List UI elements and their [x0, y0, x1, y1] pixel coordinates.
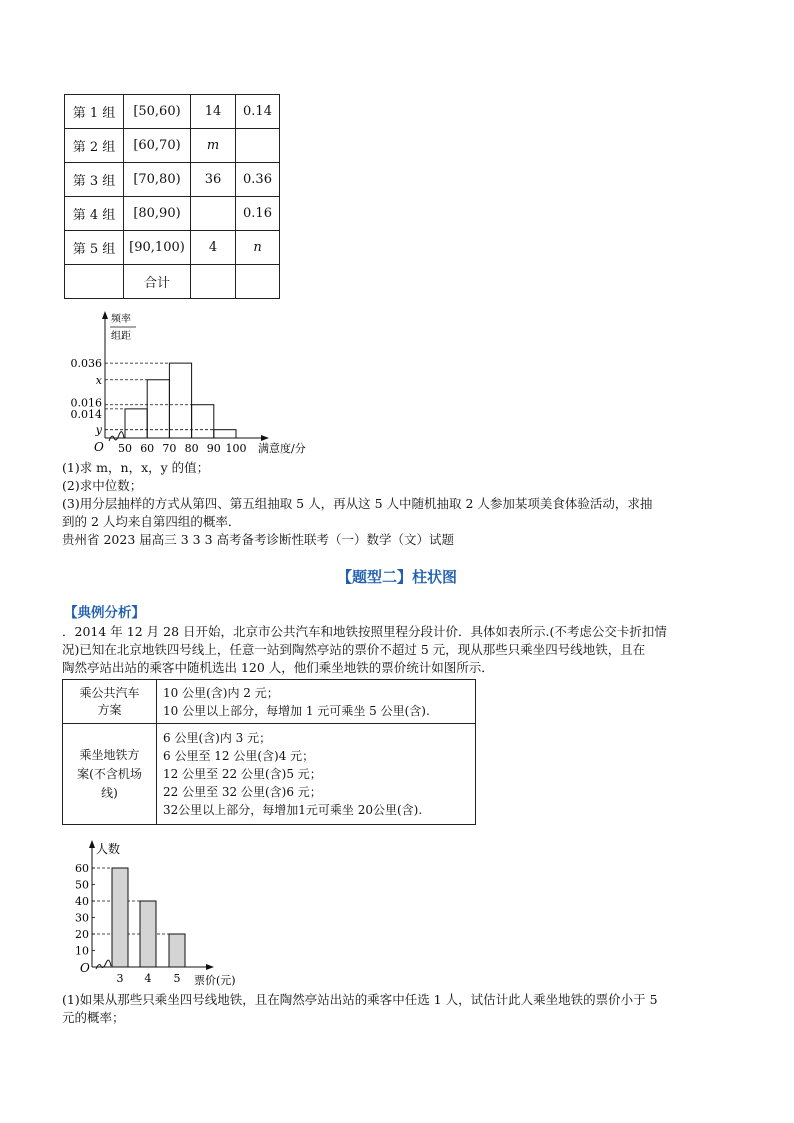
freq-cell: 0.36: [236, 163, 280, 197]
x-axis-arrow: [206, 964, 214, 970]
empty-cell: [65, 265, 124, 299]
group-cell: 第 3 组: [65, 163, 124, 197]
y-axis-label-top: 频率: [111, 314, 131, 325]
table-row: [65, 95, 280, 129]
bar: [169, 934, 185, 967]
interval-cell: [90,100): [124, 231, 191, 265]
interval-cell: [70,80): [124, 163, 191, 197]
question-3: (3)用分层抽样的方式从第四、第五组抽取 5 人，再从这 5 人中随机抽取 2 人参加某项美食体验活动，求抽: [62, 496, 653, 511]
interval-cell: [50,60): [124, 95, 191, 129]
y-tick-label: 10: [75, 944, 89, 958]
question-1b: (1)如果从那些只乘坐四号线地铁，且在陶然亭站出站的乘客中任选 1 人，试估计此人乘坐地铁的票价小于 5: [62, 992, 658, 1007]
axis-break-icon: [96, 960, 111, 969]
x-tick-label: 80: [184, 442, 199, 455]
y-axis-arrow: [89, 840, 95, 848]
question-3-cont: 到的 2 人均来自第四组的概率．: [62, 514, 241, 529]
x-axis-label: 满意度/分: [258, 442, 306, 455]
count-cell: m: [191, 129, 236, 163]
frequency-table: [64, 94, 280, 299]
y-tick-label: 50: [75, 878, 89, 892]
question-1: (1)求 m，n，x，y 的值；: [62, 460, 210, 475]
group-cell: 第 2 组: [65, 129, 124, 163]
empty-cell: [191, 265, 236, 299]
y-tick-label: 0.036: [70, 357, 102, 371]
histogram-bar: [147, 380, 169, 438]
bar: [140, 901, 156, 967]
section-title: 【题型二】柱状图: [336, 568, 457, 586]
freq-cell: 0.14: [236, 95, 280, 129]
group-cell: 第 4 组: [65, 197, 124, 231]
x-axis-arrow: [261, 435, 269, 441]
y-tick-label: 30: [75, 911, 89, 925]
origin-label: O: [80, 961, 90, 975]
axis-break-icon: [109, 432, 124, 441]
y-tick-label: y: [95, 423, 102, 437]
x-tick-label: 50: [118, 442, 132, 455]
count-cell: 4: [191, 231, 236, 265]
bar: [112, 868, 128, 967]
x-tick-label: 70: [162, 442, 177, 455]
freq-cell: 0.16: [236, 197, 280, 231]
table-row: [65, 231, 280, 265]
x-axis-label: 票价(元): [194, 974, 236, 987]
x-tick-label: 90: [206, 442, 221, 455]
subway-desc: 6 公里(含)内 3 元； 6 公里至 12 公里(含)4 元； 12 公里至 22 公里(含)5 元； 22 公里至 32 公里(含)6 元； 32公里以上部分，每增加1元可乘坐 20公里(含).: [157, 724, 476, 825]
count-cell: [191, 197, 236, 231]
question-2: (2)求中位数；: [62, 478, 143, 493]
group-cell: 第 1 组: [65, 95, 124, 129]
interval-cell: [60,70): [124, 129, 191, 163]
empty-cell: [236, 265, 280, 299]
y-axis-arrow: [102, 311, 108, 319]
y-axis-label-bottom: 组距: [111, 331, 131, 342]
histogram-bar: [192, 405, 214, 438]
frequency-histogram: [60, 310, 340, 460]
table-row: [65, 163, 280, 197]
table-row: [65, 129, 280, 163]
source-note: 贵州省 2023 届高三 3 3 3 高考备考诊断性联考（一）数学（文）试题: [62, 532, 455, 547]
subway-row: [63, 724, 476, 825]
y-tick-label: x: [95, 373, 102, 387]
interval-cell: [80,90): [124, 197, 191, 231]
table-total-row: [65, 265, 280, 299]
count-cell: 14: [191, 95, 236, 129]
x-tick-label: 4: [144, 972, 152, 985]
sub-title: 【典例分析】: [64, 605, 145, 621]
bus-label: 乘公共汽车 方案: [63, 680, 157, 724]
y-tick-label: 60: [75, 862, 89, 875]
problem-line: 况)已知在北京地铁四号线上，任意一站到陶然亭站的票价不超过 5 元，现从那些只乘坐四号线地铁，且在: [62, 642, 646, 657]
question-1b-cont: 元的概率；: [62, 1010, 125, 1025]
y-tick-label: 0.016: [70, 396, 102, 410]
problem-line: ．2014 年 12 月 28 日开始，北京市公共汽车和地铁按照里程分段计价．具体如表所示.(不考虑公交卡折扣情: [62, 624, 667, 639]
x-tick-label: 5: [173, 972, 181, 985]
bus-row: [63, 680, 476, 724]
total-label: 合计: [124, 265, 191, 299]
y-tick-label: 0.014: [70, 407, 102, 421]
fare-bar-chart: [60, 838, 260, 990]
subway-label: 乘坐地铁方 案(不含机场 线): [63, 724, 157, 825]
histogram-bar: [125, 409, 147, 438]
count-cell: 36: [191, 163, 236, 197]
y-axis-label: 人数: [96, 842, 121, 856]
origin-label: O: [94, 440, 104, 454]
freq-cell: [236, 129, 280, 163]
x-tick-label: 60: [140, 442, 155, 455]
bus-desc: 10 公里(含)内 2 元； 10 公里以上部分，每增加 1 元可乘坐 5 公里(含).: [157, 680, 476, 724]
x-tick-label: 3: [116, 972, 124, 985]
freq-cell: n: [236, 231, 280, 265]
x-tick-label: 100: [225, 442, 247, 455]
histogram-bar: [169, 363, 191, 438]
y-tick-label: 40: [75, 895, 89, 908]
fare-table: [62, 679, 476, 825]
table-row: [65, 197, 280, 231]
histogram-bar: [214, 430, 236, 438]
problem-line: 陶然亭站出站的乘客中随机选出 120 人，他们乘坐地铁的票价统计如图所示．: [62, 660, 494, 675]
group-cell: 第 5 组: [65, 231, 124, 265]
y-tick-label: 20: [75, 928, 89, 941]
